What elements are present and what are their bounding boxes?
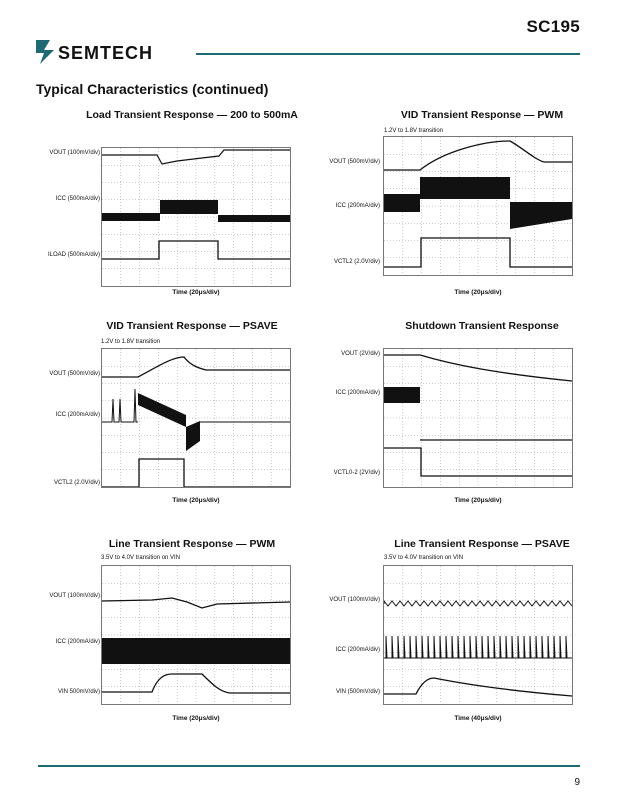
header-rule — [196, 53, 580, 55]
x-axis-label: Time (20μs/div) — [454, 289, 502, 296]
footer-rule — [38, 765, 580, 767]
trace-label: VOUT (500mV/div) — [49, 371, 100, 377]
trace-label: VOUT (100mV/div) — [49, 593, 100, 599]
scope-trace — [102, 349, 290, 487]
trace-label: ICC (200mA/div) — [55, 639, 100, 645]
scope-trace — [384, 349, 572, 487]
scope-plot — [101, 565, 291, 705]
brand-wordmark: SEMTECH — [58, 43, 154, 63]
plot-subtitle: 3.5V to 4.0V transition on VIN — [384, 555, 464, 561]
trace-label: ICC (200mA/div) — [335, 647, 380, 653]
trace-label: ICC (200mA/div) — [335, 203, 380, 209]
page-number: 9 — [574, 777, 580, 788]
plot-title: Shutdown Transient Response — [405, 320, 559, 332]
scope-plot — [383, 136, 573, 276]
trace-label: ICC (200mA/div) — [55, 412, 100, 418]
plot-title: VID Transient Response — PSAVE — [106, 320, 278, 332]
scope-trace — [384, 566, 572, 704]
trace-label: VCTL2 (2.0V/div) — [53, 480, 100, 486]
trace-label: ILOAD (500mA/div) — [47, 252, 100, 258]
x-axis-label: Time (20μs/div) — [172, 289, 220, 296]
trace-label: VCTL0-2 (2V/div) — [333, 470, 380, 476]
scope-plot — [101, 348, 291, 488]
trace-label: VOUT (100mV/div) — [329, 597, 380, 603]
trace-label: VIN (500mV/div) — [335, 689, 380, 695]
scope-plot — [383, 348, 573, 488]
x-axis-label: Time (20μs/div) — [172, 497, 220, 504]
plot-subtitle: 3.5V to 4.0V transition on VIN — [101, 555, 181, 561]
plot-subtitle: 1.2V to 1.8V transition — [101, 339, 161, 345]
part-number: SC195 — [526, 17, 580, 36]
scope-trace — [102, 566, 290, 704]
scope-trace — [384, 137, 572, 275]
x-axis-label: Time (40μs/div) — [454, 715, 502, 722]
trace-label: VOUT (2V/div) — [341, 351, 380, 357]
trace-label: VCTL2 (2.0V/div) — [333, 259, 380, 265]
plot-title: Line Transient Response — PSAVE — [394, 538, 570, 550]
plot-title: Line Transient Response — PWM — [108, 538, 276, 550]
trace-label: ICC (500mA/div) — [55, 196, 100, 202]
trace-label: ICC (200mA/div) — [335, 390, 380, 396]
section-title: Typical Characteristics (continued) — [36, 81, 269, 97]
trace-label: VOUT (500mV/div) — [329, 159, 380, 165]
trace-label: VIN 500mV/div) — [57, 689, 100, 695]
trace-label: VOUT (100mV/div) — [49, 150, 100, 156]
x-axis-label: Time (20μs/div) — [172, 715, 220, 722]
plot-title: Load Transient Response — 200 to 500mA — [86, 109, 298, 121]
x-axis-label: Time (20μs/div) — [454, 497, 502, 504]
plot-subtitle: 1.2V to 1.8V transition — [384, 128, 444, 134]
scope-plot — [101, 147, 291, 287]
scope-plot — [383, 565, 573, 705]
scope-trace — [102, 148, 290, 286]
plot-title: VID Transient Response — PWM — [400, 109, 564, 121]
